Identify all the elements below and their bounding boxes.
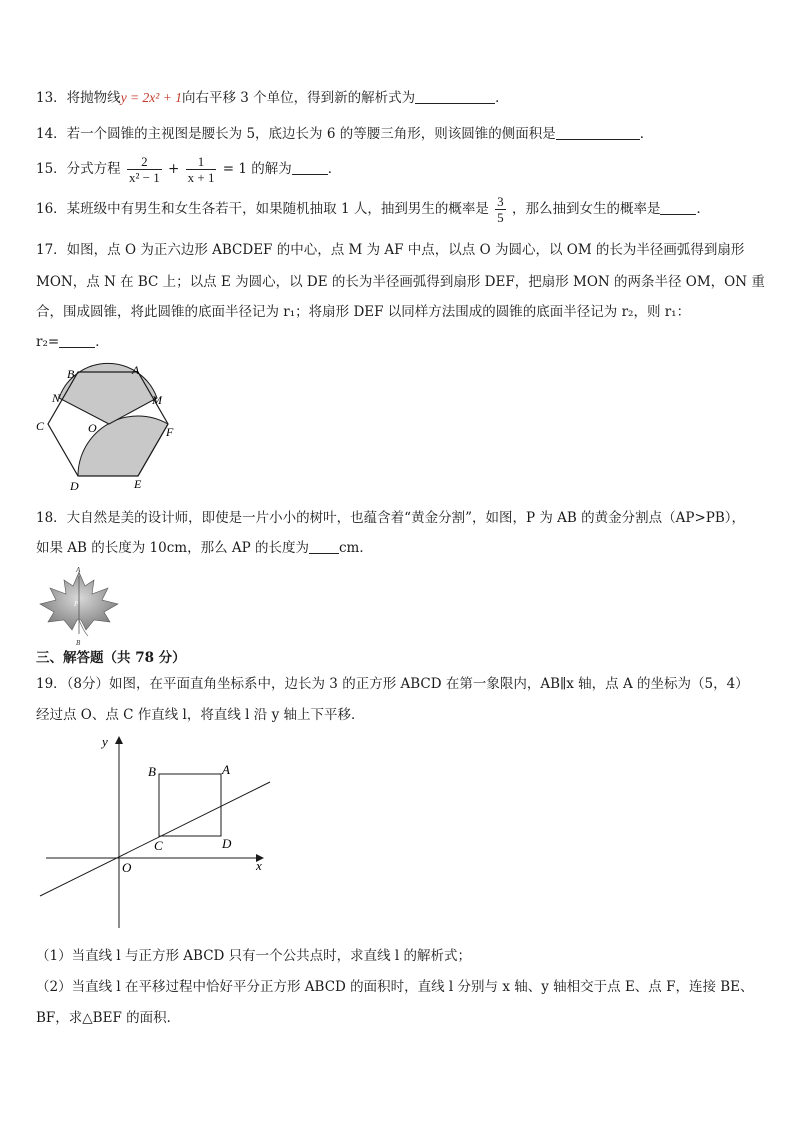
square-ABCD	[159, 774, 221, 836]
leaf-label-A: A	[76, 566, 81, 574]
q19-line-1: 19．（8分）如图，在平面直角坐标系中，边长为 3 的正方形 ABCD 在第一象限内，AB∥x 轴，点 A 的坐标为（5，4）	[36, 676, 749, 692]
label-B: B	[67, 367, 75, 381]
question-16: 16．某班级中有男生和女生各若干，如果随机抽取 1 人，抽到男生的概率是 $\frac{3}{5}$ ，那么抽到女生的概率是 ．	[36, 194, 710, 225]
axis-label-y: y	[102, 734, 108, 749]
q18-answer-blank[interactable]	[309, 539, 339, 554]
q17-line-2: MON，点 N 在 BC 上；以点 E 为圆心，以 DE 的长为半径画弧得到扇形 DEF，把扇形 MON 的两条半径 OM，ON 重	[36, 274, 765, 290]
q19-part-1: （1）当直线 l 与正方形 ABCD 只有一个公共点时，求直线 l 的解析式；	[36, 948, 472, 964]
leaf-label-P: P	[74, 600, 79, 608]
q18-line-2: 如果 AB 的长度为 10cm，那么 AP 的长度为 cm．	[36, 540, 373, 556]
q16-prefix: 16．某班级中有男生和女生各若干，如果随机抽取 1 人，抽到男生的概率是	[36, 201, 489, 217]
question-15: 15．分式方程 $\frac{2}{\text{x² − 1}}$ + $\frac{1}{x + 1}$ = 1 的解为 ．	[36, 154, 342, 185]
q14-text: 14．若一个圆锥的主视图是腰长为 5，底边长为 6 的等腰三角形，则该圆锥的侧面积是	[36, 126, 556, 142]
q19-coordinate-figure	[36, 730, 276, 934]
label-D: D	[222, 836, 232, 851]
q13-formula: y = 2x² + 1	[120, 90, 182, 105]
q19-part-2-line-1: （2）当直线 l 在平移过程中恰好平分正方形 ABCD 的面积时，直线 l 分别与 x 轴、y 轴相交于点 E、点 F，连接 BE、	[36, 979, 754, 995]
label-C: C	[36, 419, 45, 433]
label-O: O	[122, 860, 132, 875]
q16-answer-blank[interactable]	[660, 200, 696, 215]
q13-prefix: 13．将抛物线	[36, 90, 121, 106]
question-13: 13．将抛物线y = 2x² + 1向右平移 3 个单位，得到新的解析式为 ．	[36, 90, 509, 106]
label-B: B	[148, 764, 156, 779]
q18-maple-leaf-figure	[36, 566, 122, 648]
question-14: 14．若一个圆锥的主视图是腰长为 5，底边长为 6 的等腰三角形，则该圆锥的侧面积是 ．	[36, 126, 654, 142]
q17-hexagon-figure	[30, 358, 190, 498]
q15-answer-blank[interactable]	[292, 160, 328, 175]
q17-answer-blank[interactable]	[59, 333, 95, 348]
label-M: M	[152, 393, 162, 407]
label-A: A	[132, 363, 140, 377]
q15-fraction-1: $\frac{2}{\text{x² − 1}}$	[128, 154, 160, 185]
label-E: E	[134, 477, 142, 491]
q13-answer-blank[interactable]	[415, 89, 495, 104]
q16-fraction: $\frac{3}{5}$	[497, 194, 504, 225]
label-O: O	[88, 421, 97, 435]
q16-suffix: ，那么抽到女生的概率是	[511, 201, 661, 217]
section-3-title: 三、解答题（共 78 分）	[36, 650, 186, 666]
q18-line-1: 18．大自然是美的设计师，即使是一片小小的树叶，也蕴含着“黄金分割”，如图，P 为 AB 的黄金分割点（AP>PB），	[36, 510, 746, 526]
q13-suffix: 向右平移 3 个单位，得到新的解析式为	[181, 90, 416, 106]
label-F: F	[166, 425, 174, 439]
leaf-label-B: B	[76, 639, 81, 647]
q15-fraction-2: $\frac{1}{x + 1}$	[187, 154, 215, 185]
q17-line-4: r₂= ．	[36, 334, 109, 350]
q15-prefix: 15．分式方程	[36, 161, 121, 177]
q14-answer-blank[interactable]	[556, 125, 640, 140]
label-C: C	[154, 838, 163, 853]
q15-equation-end: = 1 的解为	[222, 161, 292, 177]
q17-line-3: 合，围成圆锥，将此圆锥的底面半径记为 r₁；将扇形 DEF 以同样方法围成的圆锥的底面半径记为 r₂，则 r₁：	[36, 304, 691, 320]
label-A: A	[222, 762, 230, 777]
q19-part-2-line-2: BF，求△BEF 的面积．	[36, 1010, 181, 1026]
label-N: N	[52, 391, 61, 405]
q19-line-2: 经过点 O、点 C 作直线 l，将直线 l 沿 y 轴上下平移．	[36, 707, 365, 723]
q17-line-1: 17．如图，点 O 为正六边形 ABCDEF 的中心，点 M 为 AF 中点，以点 O 为圆心，以 OM 的长为半径画弧得到扇形	[36, 242, 745, 258]
label-D: D	[70, 479, 79, 493]
axis-label-x: x	[256, 858, 262, 873]
